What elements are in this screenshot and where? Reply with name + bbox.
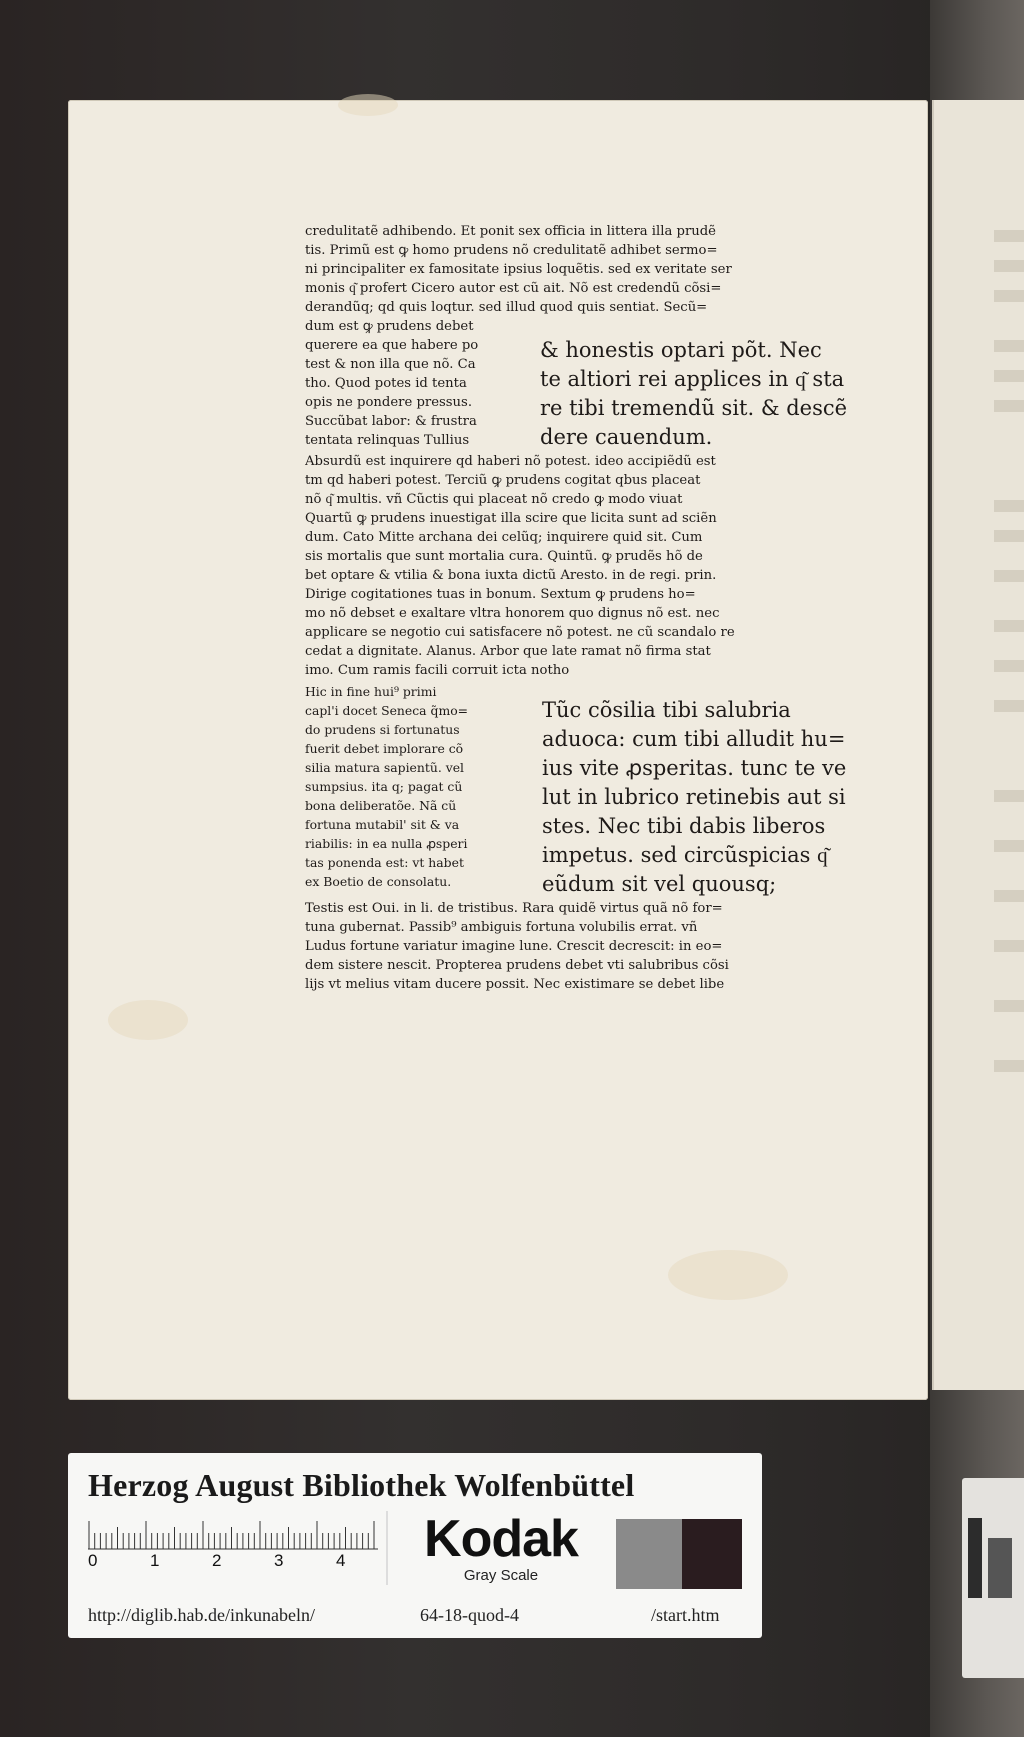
main-text-line: te altiori rei applices in q͂ sta bbox=[540, 367, 845, 391]
text-line: tas ponenda est: vt habet bbox=[305, 855, 464, 870]
url-base: http://diglib.hab.de/inkunabeln/ bbox=[88, 1605, 315, 1625]
adjacent-page bbox=[932, 100, 1024, 1390]
text-line: ex Boetio de consolatu. bbox=[305, 874, 452, 889]
text-line: sis mortalis que sunt mortalia cura. Quintũ. ꝙ prudẽs hõ de bbox=[305, 549, 703, 564]
commentary-column bbox=[305, 336, 530, 452]
text-line: monis q͂ profert Cicero autor est cũ ait. Nõ est credendũ cõsi= bbox=[305, 281, 722, 296]
text-line: silia matura sapientũ. vel bbox=[305, 760, 465, 775]
main-text-line: impetus. sed circũspicias q͂ bbox=[542, 843, 828, 867]
text-line: Absurdũ est inquirere qd haberi nõ potest. ideo accipiẽdũ est bbox=[305, 454, 716, 469]
ruler-number: 1 bbox=[150, 1551, 160, 1570]
text-line: test & non illa que nõ. Ca bbox=[305, 357, 476, 372]
text-line: dem sistere nescit. Propterea prudens debet vti salubribus cõsi bbox=[305, 958, 729, 973]
text-line: fortuna mutabil' sit & va bbox=[305, 817, 460, 832]
color-calibration-card bbox=[68, 1453, 762, 1638]
text-line: do prudens si fortunatus bbox=[305, 722, 460, 737]
text-line: Testis est Oui. in li. de tristibus. Rara quidẽ virtus quã nõ for= bbox=[305, 901, 723, 916]
commentary-text-split bbox=[305, 336, 865, 452]
ruler-number: 2 bbox=[212, 1551, 222, 1570]
text-line: imo. Cum ramis facili corruit icta notho bbox=[305, 663, 570, 678]
text-bottom-paragraph bbox=[305, 899, 865, 994]
text-line: nõ q͂ multis. vñ Cũctis qui placeat nõ credo ꝙ modo viuat bbox=[305, 492, 683, 507]
text-line: dum est ꝙ prudens debet bbox=[305, 319, 474, 334]
text-line: Ludus fortune variatur imagine lune. Crescit decrescit: in eo= bbox=[305, 939, 723, 954]
gray-patch bbox=[616, 1519, 682, 1589]
text-line: bona deliberatõe. Nã cũ bbox=[305, 798, 457, 813]
main-text-line: re tibi tremendũ sit. & descẽ bbox=[540, 396, 848, 420]
text-line: dum. Cato Mitte archana dei celũq; inquirere quid sit. Cum bbox=[305, 530, 703, 545]
text-line: fuerit debet implorare cõ bbox=[305, 741, 464, 756]
commentary-column bbox=[305, 682, 530, 899]
kodak-logo bbox=[386, 1511, 614, 1585]
main-text-line: & honestis optari põt. Nec bbox=[540, 338, 822, 362]
text-line: Dirige cogitationes tuas in bonum. Sextum ꝙ prudens ho= bbox=[305, 587, 696, 602]
text-line: tm qd haberi potest. Terciũ ꝙ prudens cogitat qbus placeat bbox=[305, 473, 701, 488]
library-title: Herzog August Bibliothek Wolfenbüttel bbox=[88, 1467, 635, 1503]
text-line: bet optare & vtilia & bona iuxta dictũ Aresto. in de regi. prin. bbox=[305, 568, 717, 583]
commentary-text-split-2 bbox=[305, 682, 865, 899]
text-line: tuna gubernat. Passib⁹ ambiguis fortuna volubilis errat. vñ bbox=[305, 920, 698, 935]
text-line: opis ne pondere pressus. bbox=[305, 395, 473, 410]
url-row bbox=[68, 1593, 762, 1638]
ruler-number: 3 bbox=[274, 1551, 284, 1570]
main-text-line: aduoca: cum tibi alludit hu= bbox=[542, 727, 846, 751]
text-line: lijs vt melius vitam ducere possit. Nec existimare se debet libe bbox=[305, 977, 725, 992]
text-top-paragraph bbox=[305, 222, 865, 336]
dark-patch bbox=[682, 1519, 742, 1589]
text-line: tentata relinquas Tullius bbox=[305, 433, 470, 448]
text-line: tho. Quod potes id tenta bbox=[305, 376, 467, 391]
text-line: applicare se negotio cui satisfacere nõ potest. ne cũ scandalo re bbox=[305, 625, 735, 640]
text-line: capl'i docet Seneca q̃mo= bbox=[305, 703, 469, 718]
text-line: riabilis: in ea nulla ꝓsperi bbox=[305, 836, 468, 851]
text-line: tis. Primũ est ꝙ homo prudens nõ credulitatẽ adhibet sermo= bbox=[305, 243, 718, 258]
text-middle-paragraph bbox=[305, 452, 865, 680]
brand-name: Kodak bbox=[424, 1510, 578, 1568]
ruler-number: 4 bbox=[336, 1551, 346, 1570]
text-line: querere ea que habere po bbox=[305, 338, 479, 353]
text-line: Succũbat labor: & frustra bbox=[305, 414, 477, 429]
url-suffix: /start.htm bbox=[651, 1605, 720, 1625]
text-line: ni principaliter ex famositate ipsius loquẽtis. sed ex veritate ser bbox=[305, 262, 732, 277]
main-text-column bbox=[542, 682, 864, 899]
url-id: 64-18-quod-4 bbox=[420, 1605, 519, 1625]
text-line: sumpsius. ita q; pagat cũ bbox=[305, 779, 463, 794]
page-text bbox=[305, 222, 865, 994]
secondary-calibration-card bbox=[962, 1478, 1024, 1678]
text-line: derandũq; qd quis loqtur. sed illud quod quis sentiat. Secũ= bbox=[305, 300, 708, 315]
text-line: Hic in fine hui⁹ primi bbox=[305, 684, 437, 699]
ruler-numbers bbox=[88, 1551, 388, 1573]
text-line: credulitatẽ adhibendo. Et ponit sex officia in littera illa prudẽ bbox=[305, 224, 716, 239]
text-line: cedat a dignitate. Alanus. Arbor que late ramat nõ firma stat bbox=[305, 644, 711, 659]
main-text-line: eũdum sit vel quousq; bbox=[542, 872, 777, 896]
text-line: Quartũ ꝙ prudens inuestigat illa scire que licita sunt ad sciẽn bbox=[305, 511, 717, 526]
brand-subtitle: Gray Scale bbox=[463, 1567, 539, 1584]
ruler-number: 0 bbox=[88, 1551, 98, 1570]
main-text-line: dere cauendum. bbox=[540, 425, 713, 449]
main-text-column bbox=[540, 336, 865, 452]
main-text-line: ius vite ꝓsperitas. tunc te ve bbox=[542, 756, 847, 780]
main-text-line: Tũc cõsilia tibi salubria bbox=[542, 698, 791, 722]
main-text-line: stes. Nec tibi dabis liberos bbox=[542, 814, 826, 838]
main-text-line: lut in lubrico retinebis aut si bbox=[542, 785, 846, 809]
text-line: mo nõ debset e exaltare vltra honorem quo dignus nõ est. nec bbox=[305, 606, 720, 621]
